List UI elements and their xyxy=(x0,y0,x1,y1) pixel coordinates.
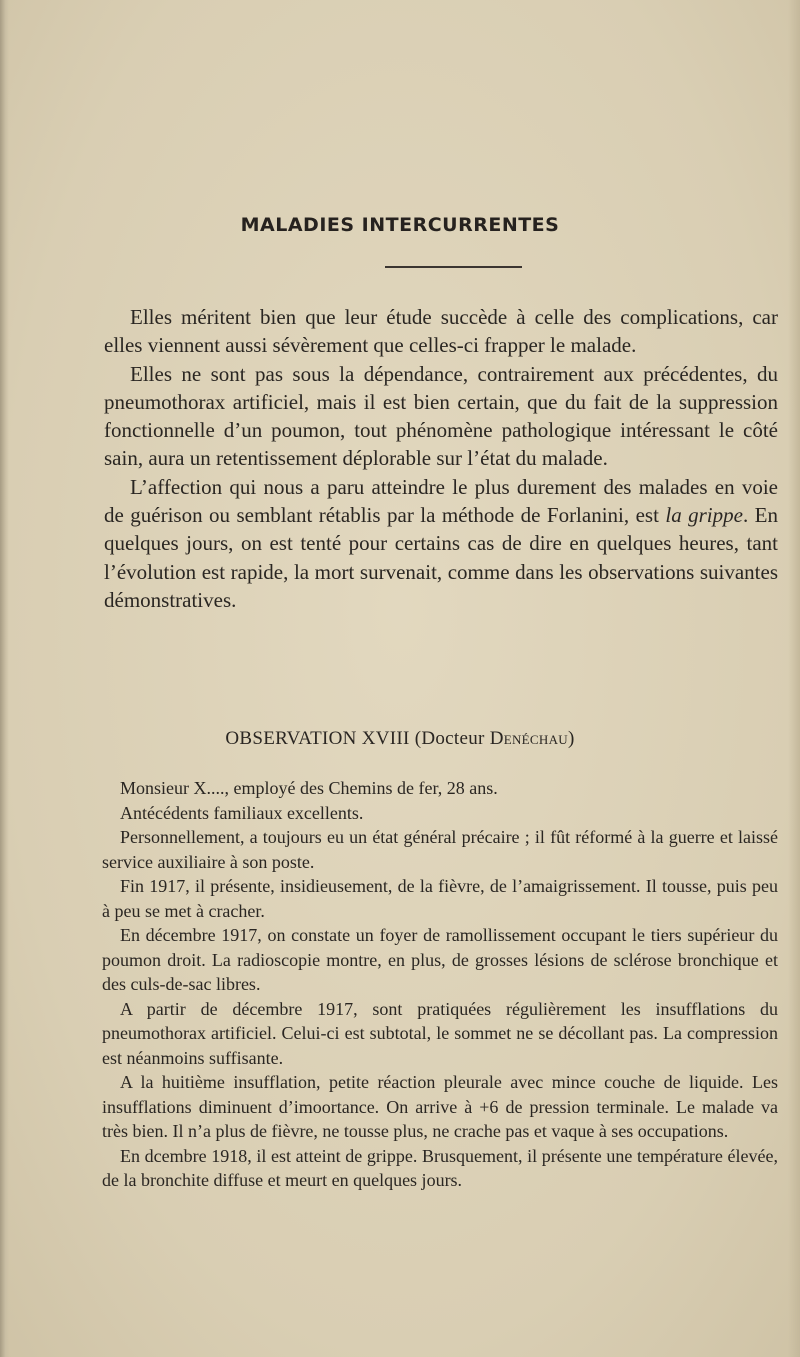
page-edge-shadow xyxy=(788,0,800,1357)
intro-paragraph: Elles méritent bien que leur étude succède à celle des complications, car elles viennent aussi sévèrement que celles-ci frapper le malade. xyxy=(104,305,778,358)
observation-heading xyxy=(0,728,800,750)
doctor-name: Denéchau xyxy=(489,728,568,749)
case-paragraph: A la huitième insufflation, petite réaction pleurale avec mince couche de liquide. Les insufflations diminuent d’imoortance. On arrive à +6 de pression terminale. Le malade va très bien. Il n’a plus de fièvre, ne tousse plus, ne crache pas et vaque à ses occupations. xyxy=(102,1072,778,1141)
case-paragraph: Antécédents familiaux excellents. xyxy=(120,802,364,823)
intro-text: L’affection qui nous a paru atteindre le plus durement des malades en voie de guérison ou semblant rétablis par la méthode de Forlanini, est xyxy=(104,474,778,528)
observation-body xyxy=(102,776,778,1193)
doctor-prefix: (Docteur xyxy=(414,728,490,749)
italic-term: la grippe xyxy=(665,503,743,528)
case-paragraph: A partir de décembre 1917, sont pratiquées régulièrement les insufflations du pneumothorax artificiel. Celui-ci est subtotal, le sommet ne se décollant pas. La compression est néanmoins suffisante. xyxy=(102,998,778,1068)
title-divider xyxy=(385,266,522,268)
page-binding-shadow xyxy=(0,0,9,1357)
doctor-suffix: ) xyxy=(567,728,575,749)
intro-paragraph xyxy=(104,473,778,614)
observation-title: OBSERVATION XVIII xyxy=(225,728,410,749)
intro-paragraph: Elles ne sont pas sous la dépendance, contrairement aux précédentes, du pneumothorax artificiel, mais il est bien certain, que du fait de la suppression fonctionnelle d’un poumon, tout phénomène pathologique intéressant le côté sain, aura un retentissement déplorable sur l’état du malade. xyxy=(104,361,778,471)
case-paragraph: En décembre 1917, on constate un foyer de ramollissement occupant le tiers supérieur du poumon droit. La radioscopie montre, en plus, de grosses lésions de sclérose bronchique et des culs-de-sac libres. xyxy=(102,925,778,994)
case-paragraph: Monsieur X...., employé des Chemins de fer, 28 ans. xyxy=(120,778,498,798)
case-paragraph: En dcembre 1918, il est atteint de grippe. Brusquement, il présente une température élevée, de la bronchite diffuse et meurt en quelques jours. xyxy=(102,1145,778,1190)
case-paragraph: Fin 1917, il présente, insidieusement, de la fièvre, de l’amaigrissement. Il tousse, puis peu à peu se met à cracher. xyxy=(102,876,778,921)
case-paragraph: Personnellement, a toujours eu un état général précaire ; il fût réformé à la guerre et laissé service auxiliaire à son poste. xyxy=(102,827,778,872)
intro-text: . En quelques jours, on est tenté pour certains cas de dire en quelques heures, tant l’évolution est rapide, la mort survenait, comme dans les observations suivantes démonstratives. xyxy=(104,503,778,612)
page-title: MALADIES INTERCURRENTES xyxy=(240,214,560,236)
intro-section xyxy=(104,303,778,614)
